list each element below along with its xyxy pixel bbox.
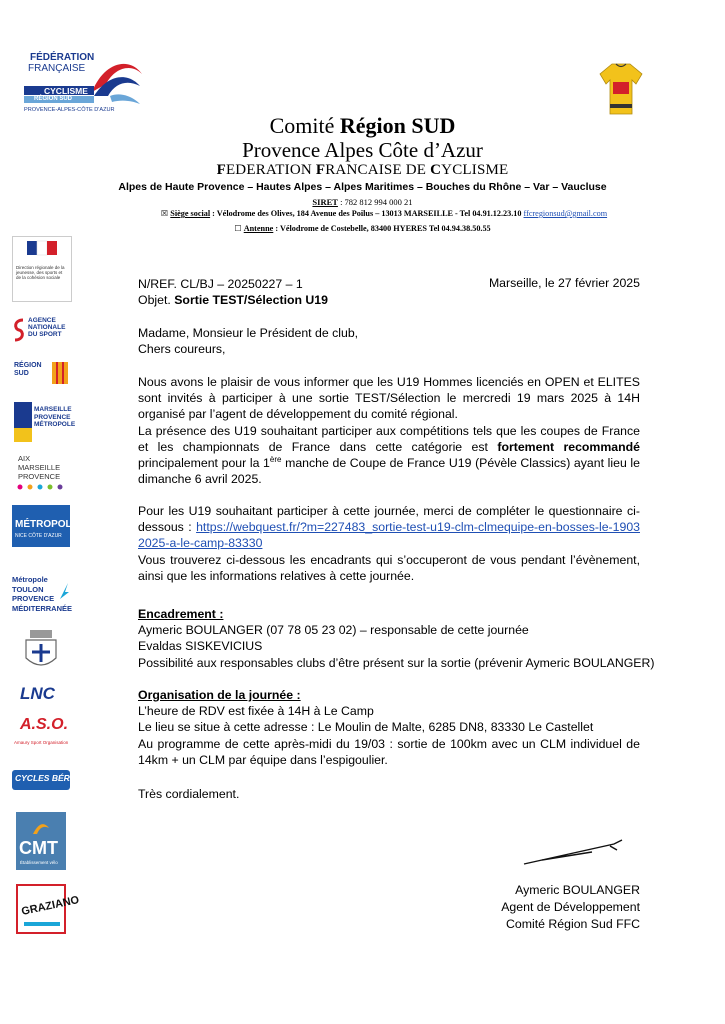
paragraph-questionnaire [138,503,640,584]
letter-object: Objet. Sortie TEST/Sélection U19 [138,293,328,308]
ffc-logo-line2: FRANÇAISE [28,63,86,74]
cmt-logo [16,812,66,870]
mpm-text: MARSEILLE PROVENCE MÉTROPOLE [34,406,76,428]
paragraph-invitation [138,374,640,487]
region-sud-text: RÉGION SUD [14,362,42,377]
organisation-section [138,687,640,768]
graziano-text: GRAZIANO [20,894,81,918]
beraud-logo [12,770,89,790]
ans-logo [12,315,70,345]
questionnaire-link[interactable]: https://webquest.fr/?m=227483_sortie-test-u19-clm-clmequipe-en-bosses-le-19032025-a-le-camp-83330 [138,520,640,551]
signer-role: Agent de Développement [501,900,640,914]
lnc-logo [12,684,70,706]
encadrement-title: Encadrement : [138,607,224,621]
handwritten-signature [522,838,624,870]
ffc-logo-line1: FÉDÉRATION [30,52,95,63]
encadrement-section [138,606,655,671]
aix-marseille-text: AIX MARSEILLE PROVENCE [18,454,61,481]
unchecked-box-icon: ☐ [234,224,242,233]
beraud-text: CYCLES BÉRAUD [15,773,89,783]
lnc-text: LNC [20,684,55,703]
signature-block [501,882,640,933]
siege-line: ☒ Siège social : Vélodrome des Olives, 184 Avenue des Poilus – 13013 MARSEILLE - Tel 04.91.12.23.10 ffcregionsud@gmail.com [160,209,608,218]
committee-subtitle: Provence Alpes Côte d’Azur [242,138,483,162]
closing: Très cordialement. [138,787,240,801]
siret-line: SIRET : 782 812 994 000 21 [312,197,413,207]
city-crest-icon [12,628,70,674]
metropole-nca-subtext: NICE CÔTE D'AZUR [15,533,62,539]
cmt-subtext: Établissement vélo [20,860,58,865]
toulon-metropole-logo [12,575,73,615]
ffc-logo-region: RÉGION SUD [34,96,73,102]
federation-name: FEDERATION FRANCAISE DE CYCLISME [216,162,509,178]
ans-text: AGENCE NATIONALE DU SPORT [28,317,66,338]
salutation [138,325,640,357]
paragraph-4: Vous trouverez ci-dessous les encadrants qui s’occuperont de vous pendant l’évènement, ainsi que les informations relatives à cette journée. [138,552,640,583]
encadrement-line-1: Aymeric BOULANGER (07 78 05 23 02) – responsable de cette journée [138,623,529,638]
organisation-line-3: Au programme de cette après-midi du 19/03 : sortie de 100km avec un CLM individuel de 14km + un CLM par équipe dans l’espigoulier. [138,736,640,767]
paragraph-1: Nous avons le plaisir de vous informer que les U19 Hommes licenciés en OPEN et ELITES sont invités à participer à une sortie TEST/Sélection le mercredi 19 mars 2025 à 14H organisé par l’agent de développement du comité régional. [138,375,640,422]
aix-marseille-logo [12,454,70,492]
letter-date: Marseille, le 27 février 2025 [488,276,640,290]
prefecture-logo [12,236,72,302]
departments-line: Alpes de Haute Provence – Hautes Alpes – Alpes Maritimes – Bouches du Rhône – Var – Vaucluse [118,181,607,193]
prefecture-text: Direction régionale de la jeunesse, des sports et de la cohésion sociale [16,265,65,280]
aso-subtext: Amaury Sport Organisation [14,740,69,745]
salutation-line-1: Madame, Monsieur le Président de club, [138,326,359,340]
organisation-line-2: Le lieu se situe à cette adresse : Le Moulin de Malte, 6285 DN8, 83330 Le Castellet [138,720,594,735]
organisation-line-1: L’heure de RDV est fixée à 14H à Le Camp [138,704,374,719]
paragraph-3: Pour les U19 souhaitant participer à cette journée, merci de compléter le questionnaire ci-dessous : https://webquest.fr/?m=227483_sortie-test-u19-clm-clmequipe-en-bosses-le-19032025-a-le-camp-83330 [138,504,640,551]
email-link[interactable]: ffcregionsud@gmail.com [523,209,608,218]
aso-logo [12,716,70,752]
region-sud-logo [12,360,70,388]
encadrement-line-3: Possibilité aux responsables clubs d’être présent sur la sortie (prévenir Aymeric BOULANGER) [138,655,655,670]
checked-box-icon: ☒ [160,209,169,218]
signer-organisation: Comité Région Sud FFC [506,917,640,931]
antenne-line: ☐ Antenne : Vélodrome de Costebelle, 83400 HYERES Tel 04.94.38.50.55 [234,224,491,233]
cmt-text: CMT [19,838,58,858]
jersey-icon [598,60,644,116]
aso-text: A.S.O. [20,716,69,733]
metropole-nca-logo [12,505,79,547]
metropole-nca-text: MÉTROPOLE [15,519,79,530]
salutation-line-2: Chers coureurs, [138,342,226,357]
ffc-logo-subregion: PROVENCE-ALPES-CÔTE D'AZUR [24,107,115,113]
toulon-metropole-text: Métropole TOULON PROVENCE MÉDITERRANÉE [12,575,73,613]
signer-name: Aymeric BOULANGER [515,883,640,897]
ffc-logo-line3: CYCLISME [44,86,88,96]
reference-number: N/REF. CL/BJ – 20250227 – 1 [138,277,303,291]
encadrement-line-2: Evaldas SISKEVICIUS [138,639,263,654]
organisation-title: Organisation de la journée : [138,688,301,702]
mpm-logo [12,402,76,444]
paragraph-2: La présence des U19 souhaitant participer aux compétitions tels que les coupes de France et les championnats de France dans cette catégorie est fortement recommandé principalement pour la 1ère manche de Coupe de France U19 (Pévèle Classics) ayant lieu le dimanche 6 avril 2025. [138,423,640,487]
committee-title: Comité Région SUD [269,113,456,138]
graziano-logo [16,884,81,934]
